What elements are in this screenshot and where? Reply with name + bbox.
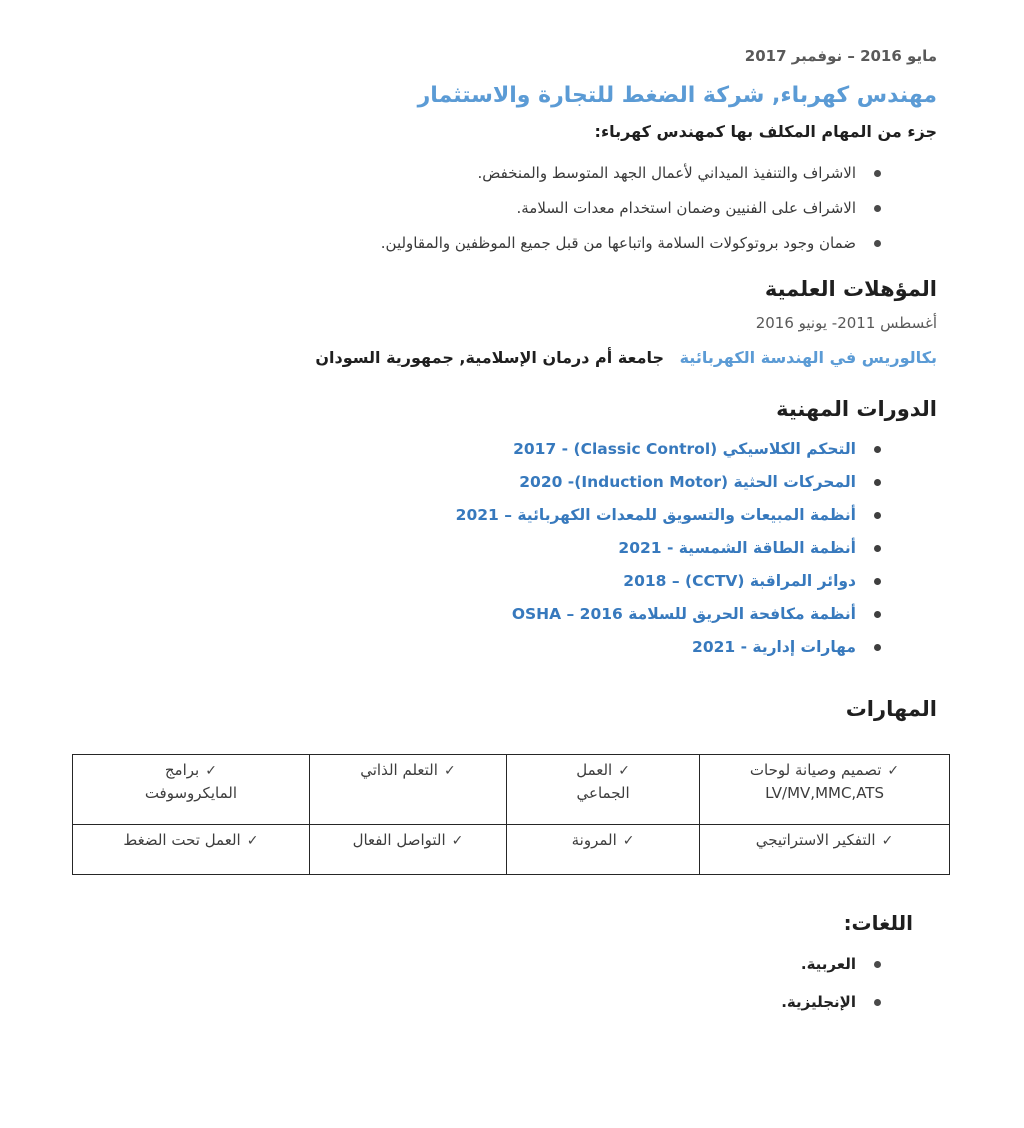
course-text: أنظمة الطاقة الشمسية - 2021: [618, 539, 856, 557]
bullet-icon: [874, 961, 881, 968]
language-item: [74, 953, 881, 975]
course-text: أنظمة المبيعات والتسويق للمعدات الكهربائية – 2021: [455, 506, 856, 524]
bullet-icon: [874, 644, 881, 651]
education-date-range: أغسطس 2011- يونيو 2016: [755, 314, 937, 332]
course-item: [74, 471, 881, 493]
university-name: جامعة أم درمان الإسلامية, جمهورية السودان: [315, 348, 665, 367]
language-text: العربية.: [800, 955, 856, 973]
check-icon: ✓: [443, 763, 456, 779]
skill-text: التفكير الاستراتيجي: [755, 831, 876, 849]
bullet-icon: [874, 205, 881, 212]
language-list: [74, 953, 937, 1013]
skill-text: تصميم وصيانة لوحات LV/MV,MMC,ATS: [749, 761, 884, 802]
bullet-icon: [874, 512, 881, 519]
task-text: الاشراف على الفنيين وضمان استخدام معدات السلامة.: [516, 199, 856, 217]
course-item: [74, 504, 881, 526]
course-text: مهارات إدارية - 2021: [692, 638, 856, 656]
bullet-icon: [874, 999, 881, 1006]
course-item: [74, 636, 881, 658]
education-heading: المؤهلات العلمية: [764, 277, 937, 301]
skill-cell: [700, 825, 950, 875]
degree-line: [74, 346, 937, 370]
check-icon: ✓: [205, 763, 217, 779]
skill-cell: [309, 825, 506, 875]
check-icon: ✓: [451, 833, 464, 849]
bullet-icon: [874, 578, 881, 585]
skill-text: المرونة: [571, 831, 617, 849]
degree-title: بكالوريس في الهندسة الكهربائية: [679, 348, 937, 367]
job-title: مهندس كهرباء, شركة الضغط للتجارة والاستثمار: [417, 83, 937, 108]
resume-content: [0, 46, 1024, 1013]
skills-table: [72, 754, 950, 875]
bullet-icon: [874, 170, 881, 177]
skill-cell: [700, 755, 950, 825]
skill-cell: [309, 755, 506, 825]
task-list: [74, 162, 937, 254]
skill-text: العمل تحت الضغط: [123, 831, 241, 849]
skill-text: برامج المايكروسوفت: [144, 761, 237, 802]
language-text: الإنجليزية.: [781, 993, 856, 1011]
task-text: الاشراف والتنفيذ الميداني لأعمال الجهد المتوسط والمنخفض.: [477, 164, 856, 182]
check-icon: ✓: [618, 763, 630, 779]
skill-text: العمل الجماعي: [576, 761, 630, 802]
task-item: [74, 197, 881, 219]
skill-cell: [73, 825, 310, 875]
skill-cell: [73, 755, 310, 825]
bullet-icon: [874, 545, 881, 552]
skills-heading: المهارات: [845, 697, 937, 721]
task-item: [74, 162, 881, 184]
task-item: [74, 232, 881, 254]
course-item: [74, 603, 881, 625]
course-text: دوائر المراقبة (CCTV) – 2018: [623, 572, 856, 590]
bullet-icon: [874, 479, 881, 486]
check-icon: ✓: [881, 833, 894, 849]
bullet-icon: [874, 611, 881, 618]
course-list: [74, 438, 937, 658]
skills-row: [73, 825, 950, 875]
course-text: أنظمة مكافحة الحريق للسلامة OSHA – 2016: [511, 605, 856, 623]
task-text: ضمان وجود بروتوكولات السلامة واتباعها من قبل جميع الموظفين والمقاولين.: [380, 234, 856, 252]
language-item: [74, 991, 881, 1013]
course-text: التحكم الكلاسيكي (Classic Control) - 2017: [513, 440, 856, 458]
skills-row: [73, 755, 950, 825]
skill-cell: [507, 825, 700, 875]
check-icon: ✓: [622, 833, 635, 849]
experience-date-range: مايو 2016 – نوفمبر 2017: [744, 47, 937, 65]
course-text: المحركات الحثية (Induction Motor)- 2020: [519, 473, 856, 491]
tasks-intro: جزء من المهام المكلف بها كمهندس كهرباء:: [594, 122, 937, 141]
bullet-icon: [874, 446, 881, 453]
course-item: [74, 438, 881, 460]
check-icon: ✓: [246, 833, 259, 849]
skill-text: التعلم الذاتي: [360, 761, 438, 779]
courses-heading: الدورات المهنية: [776, 397, 937, 421]
languages-heading: اللغات:: [843, 911, 913, 935]
skill-text: التواصل الفعال: [352, 831, 446, 849]
skill-cell: [507, 755, 700, 825]
check-icon: ✓: [887, 763, 900, 779]
course-item: [74, 537, 881, 559]
bullet-icon: [874, 240, 881, 247]
course-item: [74, 570, 881, 592]
